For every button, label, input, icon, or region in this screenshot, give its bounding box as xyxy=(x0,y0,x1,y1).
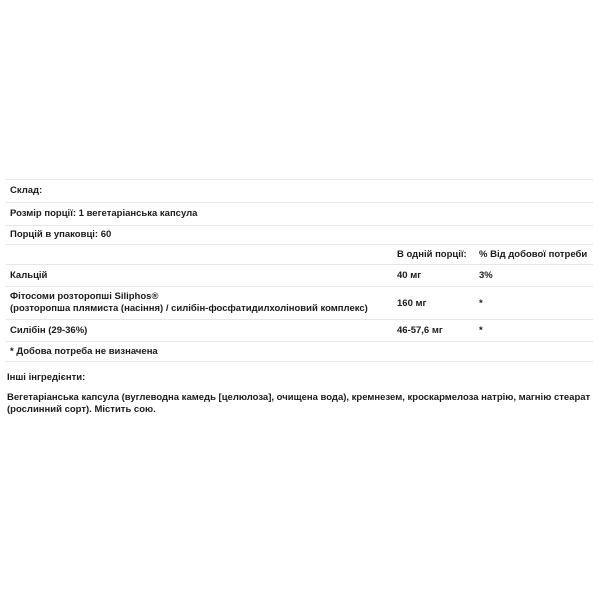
per-serving-header: В одній порції: xyxy=(397,249,467,260)
table-row xyxy=(6,286,593,319)
nutrient-amount: 46-57,6 мг xyxy=(397,325,443,336)
other-ingredients-title: Інші інгредієнти: xyxy=(7,372,86,383)
composition-label: Склад: xyxy=(10,185,43,196)
nutrient-amount: 40 мг xyxy=(397,270,422,281)
table-row xyxy=(6,319,593,341)
nutrient-dv: 3% xyxy=(479,270,493,281)
other-ingredients-section xyxy=(7,372,593,416)
supplement-facts-table xyxy=(6,179,593,362)
serving-size-row xyxy=(6,202,593,225)
footnote: * Добова потреба не визначена xyxy=(10,345,158,357)
nutrient-name: Кальцій xyxy=(10,269,48,281)
serving-size: Розмір порції: 1 вегетаріанська капсула xyxy=(10,208,198,219)
table-header-row xyxy=(6,244,593,264)
nutrient-name xyxy=(6,291,397,315)
composition-row xyxy=(6,179,593,202)
servings-per-container-row xyxy=(6,225,593,244)
servings-per-container: Порцій в упаковці: 60 xyxy=(10,229,112,240)
nutrient-dv: * xyxy=(479,297,483,309)
nutrient-amount: 160 мг xyxy=(397,297,427,309)
other-ingredients-text: Вегетаріанська капсула (вуглеводна камедь [целюлоза], очищена вода), кремнезем, кроскармелоза натрію, магнію стеарат (рослинний сорт). Містить сою. xyxy=(7,392,591,415)
nutrient-name-line2: (розторопша плямиста (насіння) / силібін-фосфатидилхоліновий комплекс) xyxy=(10,303,368,314)
table-row xyxy=(6,264,593,286)
daily-value-header: % Від добової потреби xyxy=(479,249,588,260)
footnote-row xyxy=(6,341,593,362)
nutrient-dv: * xyxy=(479,325,483,336)
nutrient-name: Силібін (29-36%) xyxy=(10,324,88,336)
nutrient-name-line1: Фітосоми розторопші Siliphos® xyxy=(10,291,159,302)
